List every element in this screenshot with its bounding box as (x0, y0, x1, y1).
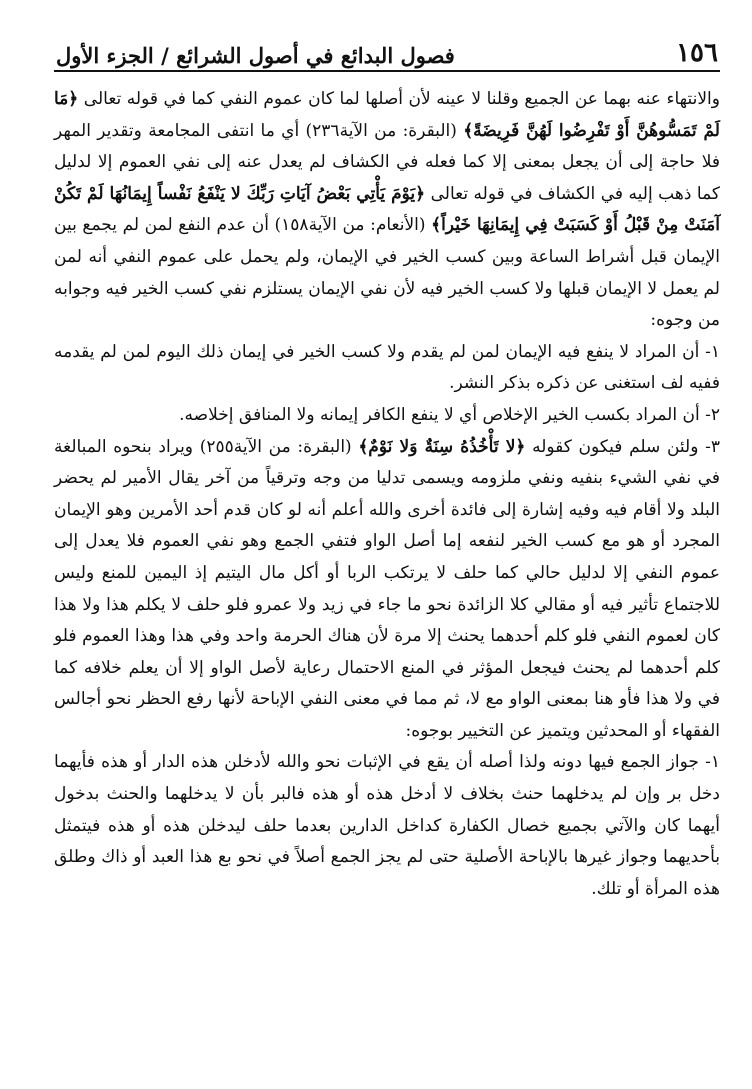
page-header (54, 28, 720, 72)
paragraph-text: ٣- ولئن سلم فيكون كقوله (525, 436, 720, 457)
numbered-paragraph: ١- أن المراد لا ينفع فيه الإيمان لمن لم يقدم ولا كسب الخير في إيمان ذلك اليوم لمن لم يقدمه ففيه لف استغنى عن ذكره بذكر النشر. (54, 341, 720, 394)
book-page (54, 28, 720, 1068)
running-title: فصول البدائع في أصول الشرائع / الجزء الأول (56, 43, 455, 68)
numbered-paragraph (54, 432, 720, 748)
paragraph (54, 84, 720, 337)
quran-verse: ﴿لا تَأْخُذُهُ سِنَةٌ وَلا نَوْمٌ﴾ (358, 436, 526, 457)
paragraph-text: والانتهاء عنه بهما عن الجميع وقلنا لا عينه لأن أصلها لما كان عموم النفي كما في قوله تعالى (78, 89, 720, 109)
quran-verse: ﴿مَا لَمْ تَمَسُّوهُنَّ أَوْ تَفْرِضُوا لَهُنَّ فَرِيضَةً﴾ (54, 89, 720, 141)
paragraph-text: (الأنعام: من الآية١٥٨) أن عدم النفع لمن لم يجمع بين الإيمان قبل أشراط الساعة وبين كسب الخير في الإيمان، ولم يحمل على عموم النفي أنه لمن لم يعمل لا الإيمان قبلها ولا كسب الخير فيه لأن نفي الإيمان يستلزم نفي كسب الخير فيه وجوابه من وجوه: (53, 215, 720, 331)
quran-verse: ﴿يَوْمَ يَأْتِي بَعْضُ آيَاتِ رَبِّكَ لا يَنْفَعُ نَفْساً إِيمَانُهَا لَمْ تَكُنْ آمَنَتْ مِنْ قَبْلُ أَوْ كَسَبَتْ فِي إِيمَانِهَا خَيْراً﴾ (54, 183, 721, 236)
numbered-paragraph: ٢- أن المراد بكسب الخير الإخلاص أي لا ينفع الكافر إيمانه ولا المنافق إخلاصه. (179, 404, 720, 425)
paragraph-text: (البقرة: من الآية٢٥٥) ويراد بنحوه المبالغة في نفي الشيء بنفيه ونفي ملزومه ويسمى تدليا من وجه وترقياً من آخر يقال الأمير لم يحضر البلد ولا أقام فيه وفيه إشارة إلى فائدة أخرى والله أعلم أنه لو كان قدم أحد الأمرين وهو الإيمان المجرد أو هو مع كسب الخير لنفعه إما أصل الواو فتفي الجمع وهو نفي العموم فلا يعدل إلى عموم النفي إلا لدليل حالي كما حلف لا يرتكب الربا أو أكل مال اليتيم إذ اليمين للمنع وليس للاجتماع تأثير فيه أو مقالي كلا الزائدة نحو ما جاء في زيد ولا عمرو فلو حلف لا يكلم هذا ولا هذا كان لعموم النفي فلو كلم أحدهما يحنث إلا مرة لأن هناك الحرمة واحد وفي هذا وهذا العموم فلو كلم أحدهما لم يحنث فيجعل المؤثر في المنع الاحتمال رعاية لأصل الواو إلا أن يعلم خلافه كما في ولا هذا فأو هنا بمعنى الواو مع لا، ثم مما في معنى النفي الإباحة لأنها رفع الحظر نحو أجالس الفقهاء أو المحدثين ويتميز عن التخيير بوجوه: (54, 436, 720, 741)
page-number: ١٥٦ (676, 38, 718, 68)
page-body (54, 84, 720, 905)
paragraph-text: (البقرة: من الآية٢٣٦) أي ما انتفى المجامعة وتقدير المهر فلا حاجة إلى أن يجعل بمعنى إلا كما فعله في الكشاف لم يعدل عنه إلى نفي العموم إلا لدليل كما ذهب إليه في الكشاف في قوله تعالى (54, 120, 720, 204)
numbered-paragraph: ١- جواز الجمع فيها دونه ولذا أصله أن يقع في الإثبات نحو والله لأدخلن هذه الدار أو هذه فأيهما دخل بر وإن لم يدخلهما حنث بخلاف لا أدخل هذه أو هذه فالبر بأن لا يدخلهما والحنث بدخول أيهما كان والآتي بجميع خصال الكفارة كداخل الدارين بعدما حلف ليدخلن هذه أو هذه فيتمثل بأحديهما وجواز غيرها بالإباحة الأصلية حتى لم يجز الجمع أصلاً في نحو بع هذا العبد أو ذاك وطلق هذه المرأة أو تلك. (54, 752, 720, 899)
